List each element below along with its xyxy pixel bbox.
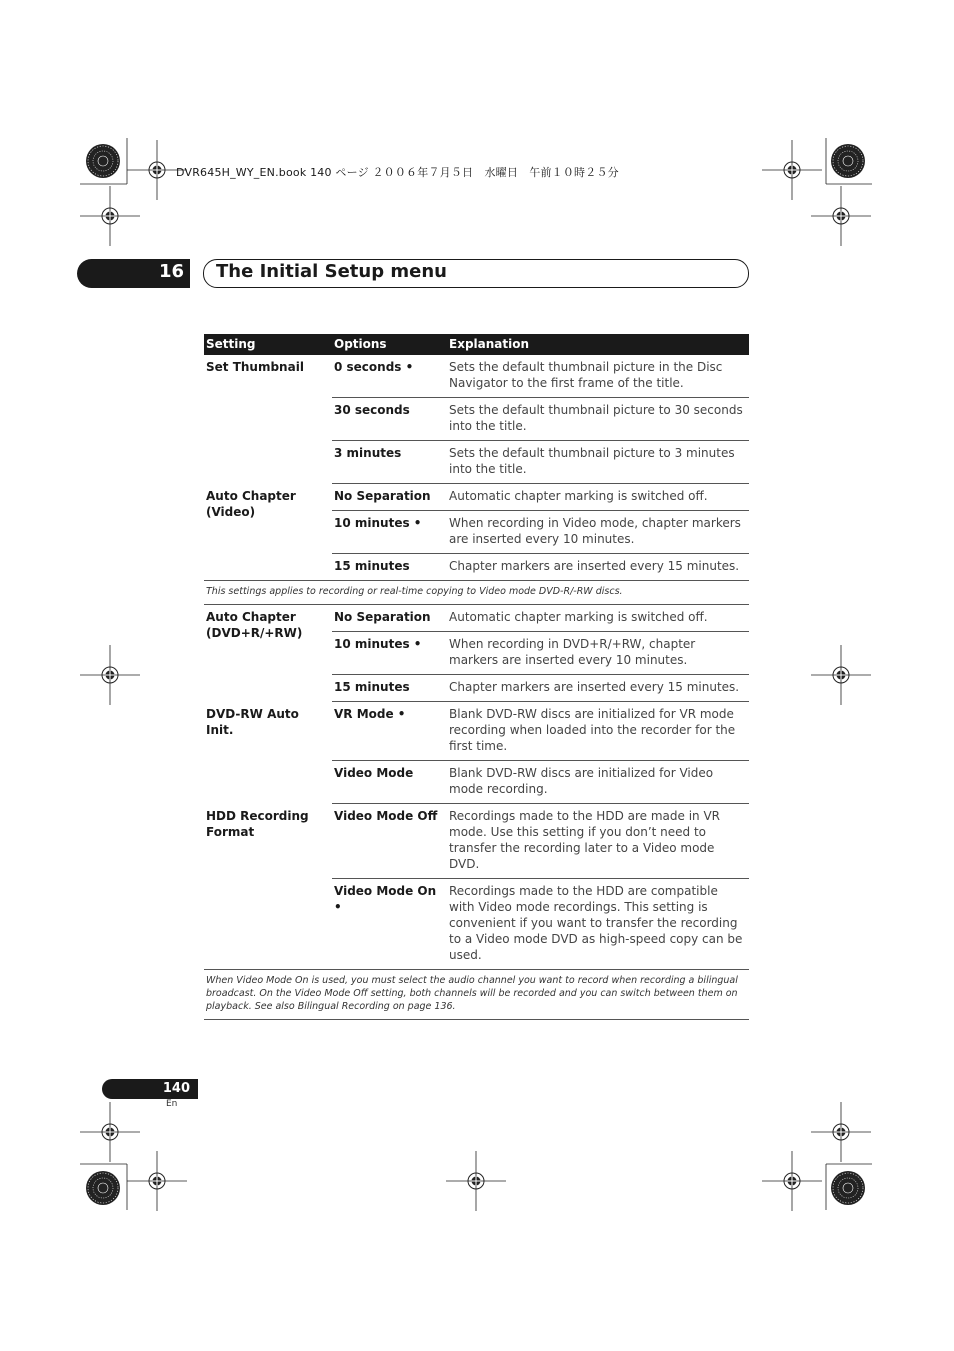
chapter-heading <box>203 259 749 288</box>
option-name: 15 minutes <box>332 675 447 702</box>
option-explanation: Automatic chapter marking is switched off. <box>447 484 749 511</box>
option-explanation: Chapter markers are inserted every 15 minutes. <box>447 554 749 581</box>
chapter-tab <box>77 259 190 288</box>
option-explanation: Automatic chapter marking is switched off. <box>447 605 749 632</box>
table-row <box>204 355 749 398</box>
header-setting: Setting <box>204 334 332 355</box>
option-explanation: Blank DVD-RW discs are initialized for Video mode recording. <box>447 761 749 804</box>
option-explanation: Blank DVD-RW discs are initialized for VR mode recording when loaded into the recorder for the first time. <box>447 702 749 761</box>
header-options: Options <box>332 334 447 355</box>
option-explanation: Recordings made to the HDD are made in VR mode. Use this setting if you don’t need to transfer the recording later to a Video mode DVD. <box>447 804 749 879</box>
option-name: Video Mode On • <box>332 879 447 970</box>
option-explanation: Sets the default thumbnail picture to 3 minutes into the title. <box>447 441 749 484</box>
table-note: This settings applies to recording or real-time copying to Video mode DVD-R/-RW discs. <box>204 581 749 605</box>
page-number: 140 <box>162 1081 190 1096</box>
table-row <box>204 702 749 761</box>
table-note-row <box>204 581 749 605</box>
table-note: When Video Mode On is used, you must select the audio channel you want to record when recording a bilingual broadcast. On the Video Mode Off setting, both channels will be recorded and you can switch between them on playback. See also Bilingual Recording on page 136. <box>204 970 749 1020</box>
setting-name: Set Thumbnail <box>206 360 304 374</box>
setting-name: Auto Chapter (Video) <box>206 488 296 519</box>
option-name: 3 minutes <box>332 441 447 484</box>
option-name: 10 minutes • <box>332 511 447 554</box>
option-explanation: Sets the default thumbnail picture in the Disc Navigator to the first frame of the title. <box>447 355 749 398</box>
table-note-row <box>204 970 749 1020</box>
option-explanation: Chapter markers are inserted every 15 minutes. <box>447 675 749 702</box>
option-name: Video Mode Off <box>332 804 447 879</box>
table-row <box>204 804 749 879</box>
header-explanation: Explanation <box>447 334 749 355</box>
setting-name: HDD Recording Format <box>206 808 309 839</box>
option-explanation: When recording in DVD+R/+RW, chapter markers are inserted every 10 minutes. <box>447 632 749 675</box>
chapter-number: 16 <box>158 261 184 282</box>
table-row <box>204 484 749 511</box>
setting-name: DVD-RW Auto Init. <box>206 706 299 737</box>
table-header-row <box>204 334 749 355</box>
chapter-title: The Initial Setup menu <box>216 261 447 282</box>
page-language: En <box>166 1099 178 1109</box>
option-name: No Separation <box>332 605 447 632</box>
option-name: 15 minutes <box>332 554 447 581</box>
setting-name: Auto Chapter (DVD+R/+RW) <box>206 610 303 640</box>
option-explanation: When recording in Video mode, chapter markers are inserted every 10 minutes. <box>447 511 749 554</box>
option-name: No Separation <box>332 484 447 511</box>
option-name: 0 seconds • <box>332 355 447 398</box>
option-name: 30 seconds <box>332 398 447 441</box>
option-name: Video Mode <box>332 761 447 804</box>
option-name: 10 minutes • <box>332 632 447 675</box>
table-row <box>204 605 749 632</box>
page-number-tab <box>102 1079 198 1099</box>
option-explanation: Sets the default thumbnail picture to 30 seconds into the title. <box>447 398 749 441</box>
option-name: VR Mode • <box>332 702 447 761</box>
option-explanation: Recordings made to the HDD are compatible with Video mode recordings. This setting is convenient if you want to transfer the recording to a Video mode DVD as high-speed copy can be used. <box>447 879 749 970</box>
setup-settings-table <box>204 334 749 1020</box>
print-header: DVR645H_WY_EN.book 140 ページ ２００６年７月５日 水曜日 午前１０時２５分 <box>176 166 619 179</box>
